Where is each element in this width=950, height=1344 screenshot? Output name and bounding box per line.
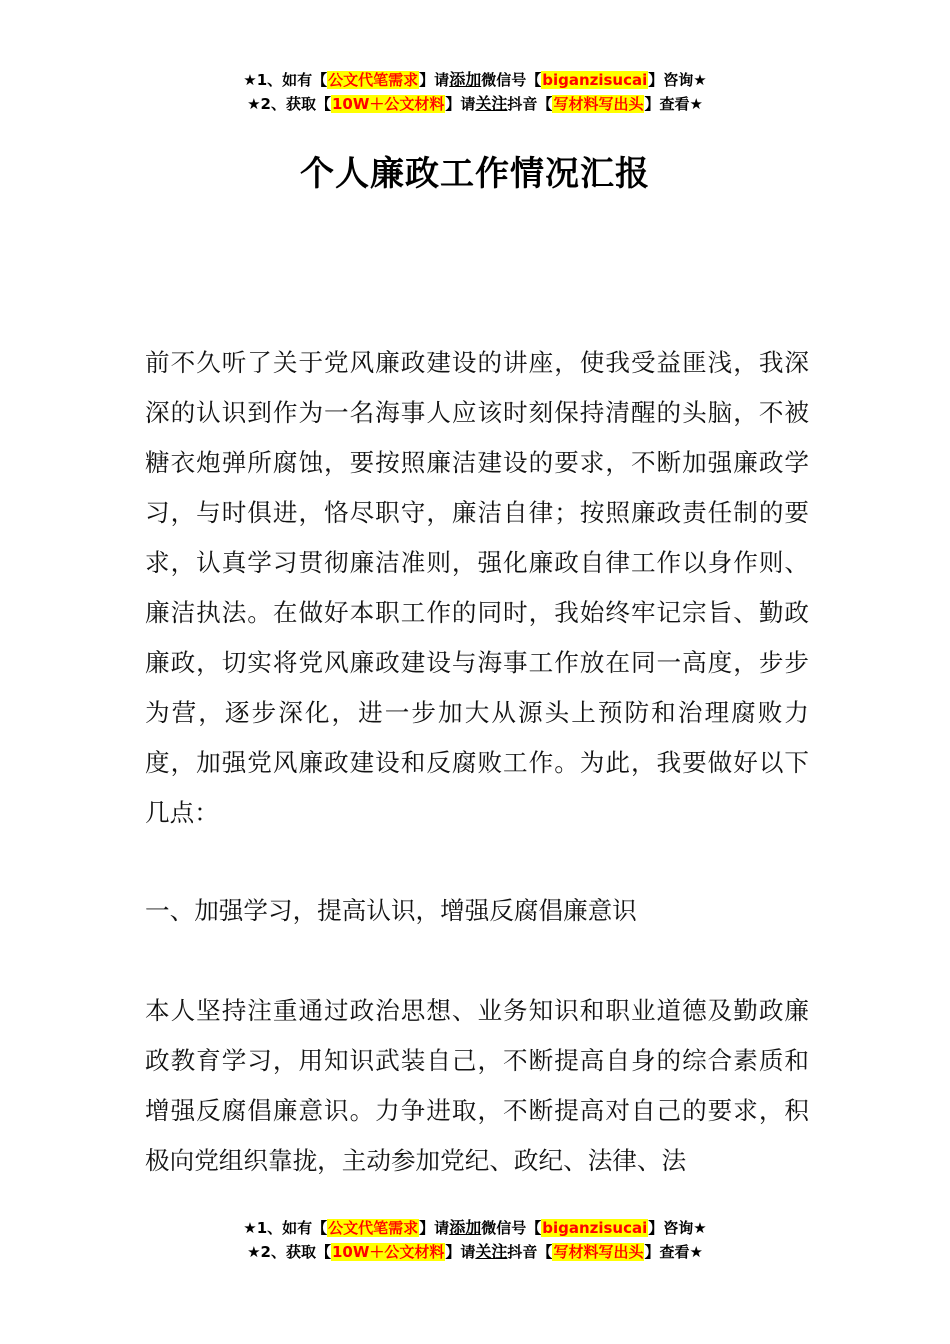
heading-text: 一、加强学习，提高认识，增强反腐倡廉意识 — [145, 896, 637, 925]
banner-highlight: 写材料写出头 — [553, 1243, 644, 1261]
banner-underline: 添加 — [449, 70, 482, 89]
banner-highlight: 公文代笔需求 — [328, 71, 419, 89]
banner-text: 】咨询★ — [648, 1219, 707, 1237]
banner-text: ★1、如有【 — [243, 71, 328, 89]
footer-banner — [0, 1216, 950, 1264]
banner-highlight: 公文代笔需求 — [328, 1219, 419, 1237]
banner-underline: 关注 — [475, 94, 508, 113]
banner-highlight: 10W＋公文材料 — [331, 1243, 445, 1261]
banner-underline: 关注 — [475, 1242, 508, 1261]
banner-text: 微信号【 — [481, 1219, 542, 1237]
banner-text: 】请 — [445, 1243, 476, 1261]
banner-text: 】请 — [419, 1219, 450, 1237]
paragraph-section-1 — [145, 986, 809, 1186]
header-banner — [0, 68, 950, 116]
banner-text: ★2、获取【 — [247, 1243, 331, 1261]
banner-line-2 — [0, 92, 950, 116]
banner-text: 】请 — [445, 95, 476, 113]
banner-line-2 — [0, 1240, 950, 1264]
paragraph-text: 前不久听了关于党风廉政建设的讲座，使我受益匪浅，我深深的认识到作为一名海事人应该时刻保持清醒的头脑，不被糖衣炮弹所腐蚀，要按照廉洁建设的要求，不断加强廉政学习，与时俱进，恪尽职守，廉洁自律；按照廉政责任制的要求，认真学习贯彻廉洁准则，强化廉政自律工作以身作则、廉洁执法。在做好本职工作的同时，我始终牢记宗旨、勤政廉政，切实将党风廉政建设与海事工作放在同一高度，步步为营，逐步深化，进一步加大从源头上预防和治理腐败力度，加强党风廉政建设和反腐败工作。为此，我要做好以下几点： — [145, 348, 809, 827]
banner-text: 】查看★ — [644, 95, 703, 113]
paragraph-text: 本人坚持注重通过政治思想、业务知识和职业道德及勤政廉政教育学习，用知识武装自己，不断提高自身的综合素质和增强反腐倡廉意识。力争进取，不断提高对自己的要求，积极向党组织靠拢，主动参加党纪、政纪、法律、法 — [145, 996, 809, 1175]
banner-text: 】查看★ — [644, 1243, 703, 1261]
banner-text: 微信号【 — [481, 71, 542, 89]
section-heading — [145, 886, 809, 936]
banner-line-1 — [0, 1216, 950, 1240]
banner-text: 抖音【 — [507, 95, 553, 113]
banner-highlight: 10W＋公文材料 — [331, 95, 445, 113]
banner-highlight: biganzisucai — [542, 71, 648, 89]
banner-text: 抖音【 — [507, 1243, 553, 1261]
banner-text: ★1、如有【 — [243, 1219, 328, 1237]
banner-highlight: 写材料写出头 — [553, 95, 644, 113]
document-title: 个人廉政工作情况汇报 — [300, 154, 650, 194]
banner-text: ★2、获取【 — [247, 95, 331, 113]
banner-underline: 添加 — [449, 1218, 482, 1237]
banner-text: 】咨询★ — [648, 71, 707, 89]
banner-text: 】请 — [419, 71, 450, 89]
paragraph-intro — [145, 338, 809, 838]
banner-line-1 — [0, 68, 950, 92]
banner-highlight: biganzisucai — [542, 1219, 648, 1237]
